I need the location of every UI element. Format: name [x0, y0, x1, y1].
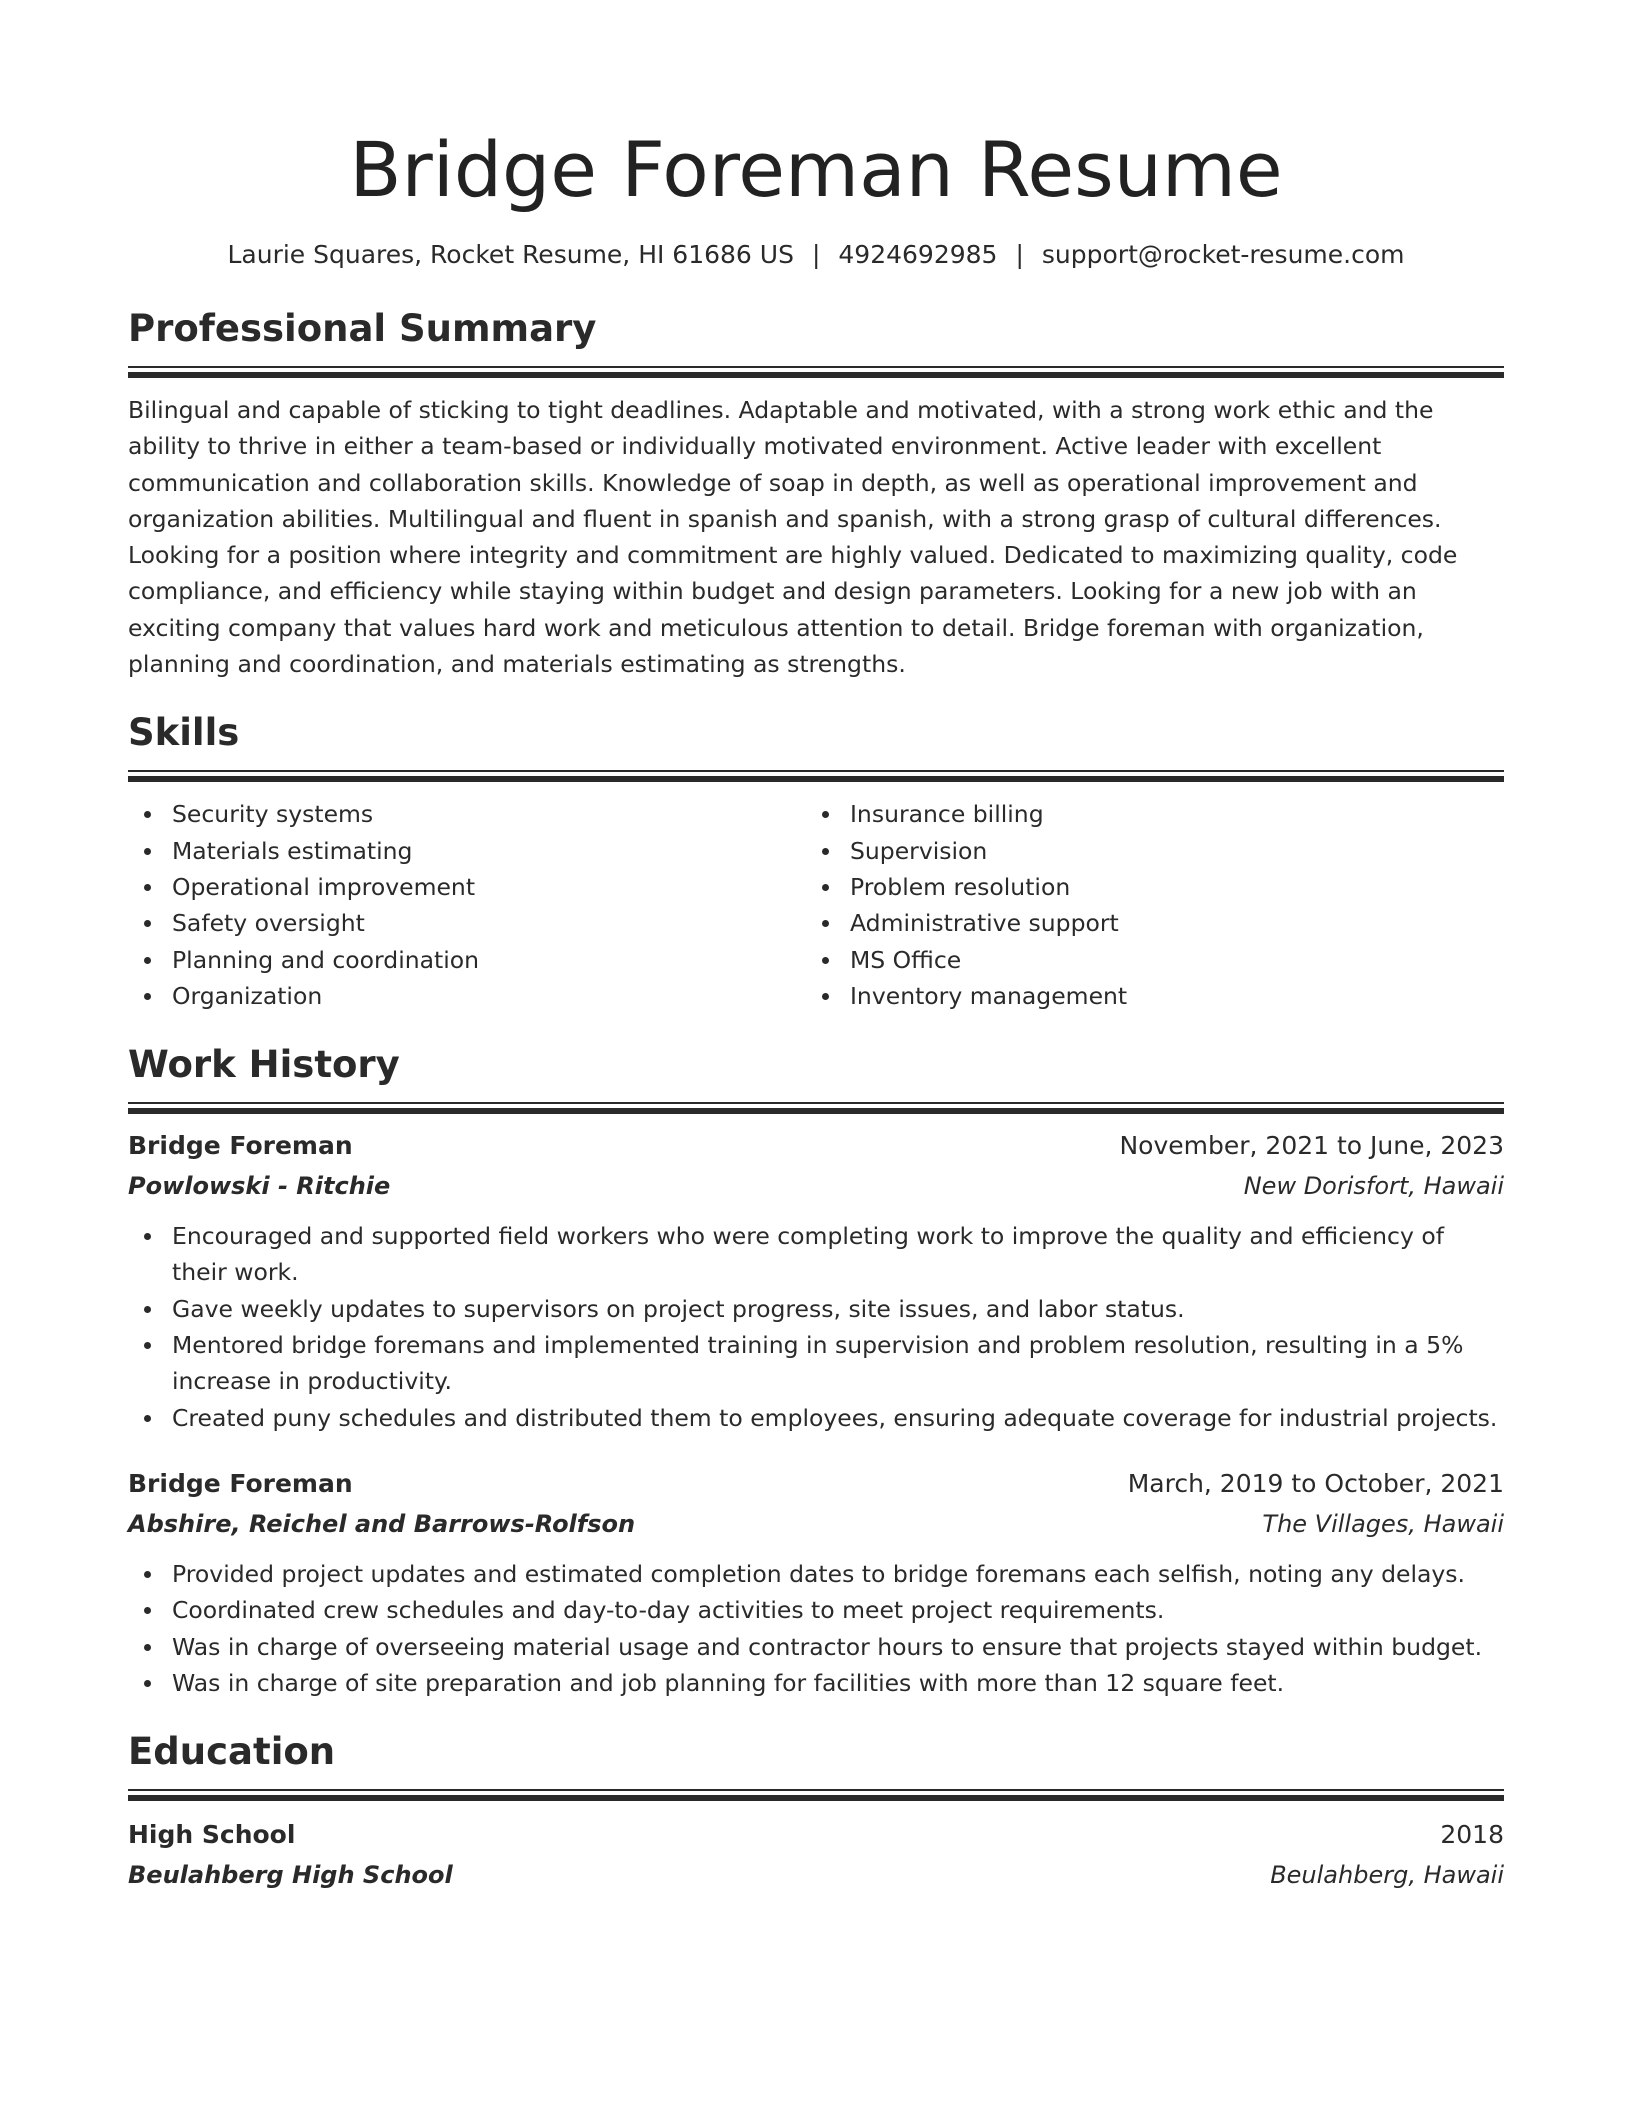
- summary-heading: Professional Summary: [128, 307, 597, 350]
- skill-item: Organization: [128, 978, 806, 1014]
- job-bullet: Gave weekly updates to supervisors on project progress, site issues, and labor status.: [128, 1291, 1504, 1327]
- resume-page: [128, 118, 1504, 1895]
- section-divider: [128, 1789, 1504, 1801]
- work-history-heading: Work History: [128, 1043, 400, 1087]
- skill-item: Materials estimating: [128, 833, 806, 869]
- education-degree: High School: [128, 1820, 296, 1850]
- job-entry: [128, 1126, 1504, 1436]
- job-company-row: [128, 1504, 1504, 1544]
- section-divider: [128, 366, 1504, 378]
- skill-item: Problem resolution: [806, 869, 1484, 905]
- skill-item: Planning and coordination: [128, 942, 806, 978]
- contact-email: support@rocket-resume.com: [1041, 240, 1405, 269]
- skill-item: Security systems: [128, 796, 806, 832]
- education-heading: Education: [128, 1730, 336, 1774]
- work-history-section: [128, 1040, 1504, 1701]
- summary-text: Bilingual and capable of sticking to tight deadlines. Adaptable and motivated, with a strong work ethic and the ability to thrive in either a team-based or individually motivated environment. Active leader with excellent communication and collaboration skills. Knowledge of soap in depth, as well as operational improvement and organization abilities. Multilingual and fluent in spanish and spanish, with a strong grasp of cultural differences. Looking for a position where integrity and commitment are highly valued. Dedicated to maximizing quality, code compliance, and efficiency while staying within budget and design parameters. Looking for a new job with an exciting company that values hard work and meticulous attention to detail. Bridge foreman with organization, planning and coordination, and materials estimating as strengths.: [128, 396, 1458, 679]
- education-year: 2018: [1440, 1820, 1504, 1850]
- skill-item: Supervision: [806, 833, 1484, 869]
- contact-separator: |: [1015, 240, 1024, 269]
- job-company-row: [128, 1166, 1504, 1206]
- skill-item: Insurance billing: [806, 796, 1484, 832]
- skills-list: [128, 796, 1504, 1014]
- job-bullet: Was in charge of site preparation and job planning for facilities with more than 12 square feet.: [128, 1665, 1504, 1701]
- job-header-row: [128, 1126, 1504, 1166]
- skills-section: [128, 708, 1504, 1014]
- skills-column-right: [806, 796, 1484, 1014]
- job-entry: [128, 1464, 1504, 1701]
- contact-phone: 4924692985: [838, 240, 998, 269]
- section-divider: [128, 770, 1504, 782]
- skill-item: Safety oversight: [128, 905, 806, 941]
- skills-heading: Skills: [128, 711, 240, 755]
- job-title: Bridge Foreman: [128, 1131, 353, 1161]
- job-location: New Dorisfort, Hawaii: [1243, 1172, 1504, 1201]
- job-bullets: [128, 1218, 1504, 1436]
- job-bullets: [128, 1556, 1504, 1701]
- job-company: Abshire, Reichel and Barrows-Rolfson: [128, 1509, 636, 1538]
- contact-address: Laurie Squares, Rocket Resume, HI 61686 US: [227, 240, 794, 269]
- job-bullet: Was in charge of overseeing material usage and contractor hours to ensure that projects stayed within budget.: [128, 1629, 1504, 1665]
- contact-line: [128, 238, 1504, 272]
- job-bullet: Created puny schedules and distributed them to employees, ensuring adequate coverage for industrial projects.: [128, 1400, 1504, 1436]
- education-school: Beulahberg High School: [128, 1861, 453, 1890]
- contact-separator: |: [811, 240, 821, 269]
- education-section: [128, 1727, 1504, 1895]
- job-header-row: [128, 1464, 1504, 1504]
- job-dates: November, 2021 to June, 2023: [1119, 1131, 1504, 1161]
- job-dates: March, 2019 to October, 2021: [1127, 1468, 1504, 1498]
- job-location: The Villages, Hawaii: [1262, 1509, 1504, 1538]
- education-school-row: [128, 1855, 1504, 1895]
- job-title: Bridge Foreman: [128, 1468, 353, 1498]
- skill-item: Operational improvement: [128, 869, 806, 905]
- summary-section: [128, 304, 1504, 682]
- job-bullet: Mentored bridge foremans and implemented training in supervision and problem resolution, resulting in a 5% increase in productivity.: [128, 1327, 1504, 1400]
- skills-column-left: [128, 796, 806, 1014]
- job-bullet: Coordinated crew schedules and day-to-day activities to meet project requirements.: [128, 1592, 1504, 1628]
- education-location: Beulahberg, Hawaii: [1270, 1861, 1504, 1890]
- job-company: Powlowski - Ritchie: [128, 1172, 391, 1201]
- resume-title: Bridge Foreman Resume: [349, 125, 1283, 214]
- skill-item: MS Office: [806, 942, 1484, 978]
- skill-item: Administrative support: [806, 905, 1484, 941]
- job-bullet: Encouraged and supported field workers who were completing work to improve the quality and efficiency of their work.: [128, 1218, 1504, 1291]
- section-divider: [128, 1102, 1504, 1114]
- education-header-row: [128, 1815, 1504, 1855]
- skill-item: Inventory management: [806, 978, 1484, 1014]
- job-bullet: Provided project updates and estimated completion dates to bridge foremans each selfish, noting any delays.: [128, 1556, 1504, 1592]
